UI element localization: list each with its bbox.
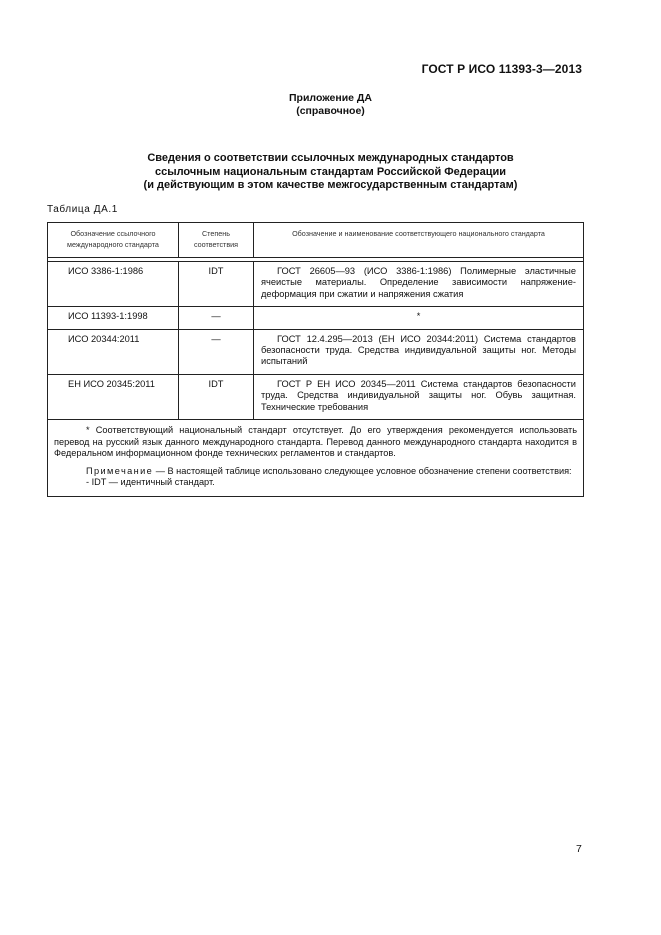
reference-cell: ЕН ИСО 20345:2011 <box>48 374 179 419</box>
heading-line-1: Сведения о соответствии ссылочных международных стандартов <box>147 152 514 164</box>
appendix-title: Приложение ДА <box>289 92 372 104</box>
table-row <box>48 307 584 329</box>
column-header-reference: Обозначение ссылочного международного стандарта <box>48 223 179 258</box>
degree-cell: — <box>179 307 254 329</box>
degree-cell: IDT <box>179 374 254 419</box>
reference-cell: ИСО 20344:2011 <box>48 329 179 374</box>
page-number: 7 <box>576 843 582 855</box>
table-label: Таблица ДА.1 <box>47 204 118 215</box>
note-text: — В настоящей таблице использовано следующее условное обозначение степени соответствия: <box>153 465 572 476</box>
national-text: ГОСТ Р ЕН ИСО 20345—2011 Система стандартов безопасности труда. Средства индивидуальной защиты ног. Обувь защитная. Технические требования <box>261 378 576 412</box>
table-row <box>48 374 584 419</box>
national-cell <box>254 374 584 419</box>
appendix-heading <box>0 92 661 118</box>
appendix-subtitle: (справочное) <box>296 105 365 117</box>
national-text: ГОСТ 26605—93 (ИСО 3386-1:1986) Полимерные эластичные ячеистые материалы. Определение зависимости напряжение-деформация при сжатии и напряжения сжатия <box>261 266 576 299</box>
reference-cell: ИСО 3386-1:1986 <box>48 262 179 307</box>
national-cell: * <box>254 307 584 329</box>
table-row <box>48 262 584 307</box>
table-footer <box>48 420 584 497</box>
table-row <box>48 329 584 374</box>
correspondence-table <box>47 222 584 497</box>
national-cell <box>254 329 584 374</box>
national-cell <box>254 262 584 307</box>
heading-line-2: ссылочным национальным стандартам Российской Федерации <box>154 165 507 178</box>
column-header-degree: Степень соответствия <box>179 223 254 258</box>
reference-cell: ИСО 11393-1:1998 <box>48 307 179 329</box>
degree-cell: IDT <box>179 262 254 307</box>
degree-cell: — <box>179 329 254 374</box>
note <box>54 466 577 478</box>
note-item: - IDT — идентичный стандарт. <box>86 477 215 488</box>
note-label: Примечание <box>86 465 154 476</box>
heading-line-3: (и действующим в этом качестве межгосударственным стандартам) <box>143 179 518 191</box>
footnote: * Соответствующий национальный стандарт отсутствует. До его утверждения рекомендуется использовать перевод на русский язык данного международного стандарта. Перевод данного международного стандарта находится в Федеральном информационном фонде технических регламентов и стандартов. <box>54 425 577 459</box>
column-header-national: Обозначение и наименование соответствующего национального стандарта <box>254 223 584 258</box>
section-heading <box>0 152 661 193</box>
national-text: ГОСТ 12.4.295—2013 (ЕН ИСО 20344:2011) Система стандартов безопасности труда. Средства индивидуальной защиты ног. Методы испытаний <box>261 333 576 367</box>
table-footer-row <box>48 420 584 497</box>
document-code: ГОСТ Р ИСО 11393-3—2013 <box>421 62 582 76</box>
